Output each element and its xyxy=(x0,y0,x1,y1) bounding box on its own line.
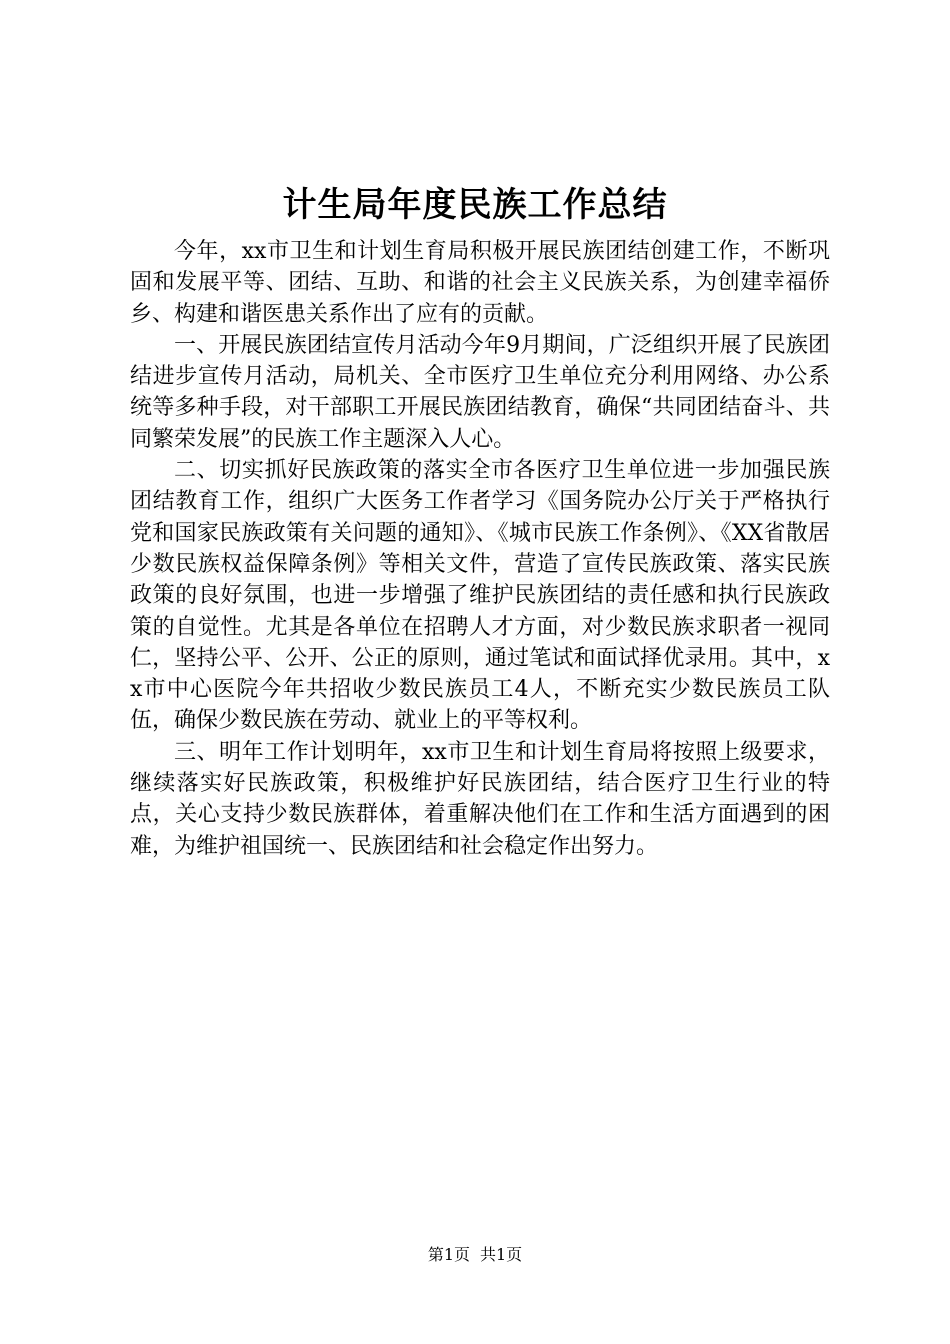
document-title: 计生局年度民族工作总结 xyxy=(282,185,668,225)
page-total: 共1页 xyxy=(480,1245,523,1264)
paragraph-section-1: 一、开展民族团结宣传月活动今年9月期间，广泛组织开展了民族团结进步宣传月活动，局机关、全市医疗卫生单位充分利用网络、办公系统等多种手段，对干部职工开展民族团结教育，确保“共同团结奋斗、共同繁荣发展”的民族工作主题深入人心。 xyxy=(130,332,830,452)
paragraph-section-3: 三、明年工作计划明年，xx市卫生和计划生育局将按照上级要求，继续落实好民族政策，积极维护好民族团结，结合医疗卫生行业的特点，关心支持少数民族群体，着重解决他们在工作和生活方面遇到的困难，为维护祖国统一、民族团结和社会稳定作出努力。 xyxy=(130,739,830,859)
page-footer xyxy=(0,1244,950,1266)
document-body xyxy=(130,236,830,862)
page-number: 第1页 xyxy=(427,1245,470,1264)
paragraph-section-2: 二、切实抓好民族政策的落实全市各医疗卫生单位进一步加强民族团结教育工作，组织广大医务工作者学习《国务院办公厅关于严格执行党和国家民族政策有关问题的通知》、《城市民族工作条例》、《XX省散居少数民族权益保障条例》等相关文件，营造了宣传民族政策、落实民族政策的良好氛围，也进一步增强了维护民族团结的责任感和执行民族政策的自觉性。尤其是各单位在招聘人才方面，对少数民族求职者一视同仁，坚持公平、公开、公正的原则，通过笔试和面试择优录用。其中，xx市中心医院今年共招收少数民族员工4人，不断充实少数民族员工队伍，确保少数民族在劳动、就业上的平等权利。 xyxy=(130,458,830,734)
paragraph-intro: 今年，xx市卫生和计划生育局积极开展民族团结创建工作，不断巩固和发展平等、团结、互助、和谐的社会主义民族关系，为创建幸福侨乡、构建和谐医患关系作出了应有的贡献。 xyxy=(130,239,830,327)
